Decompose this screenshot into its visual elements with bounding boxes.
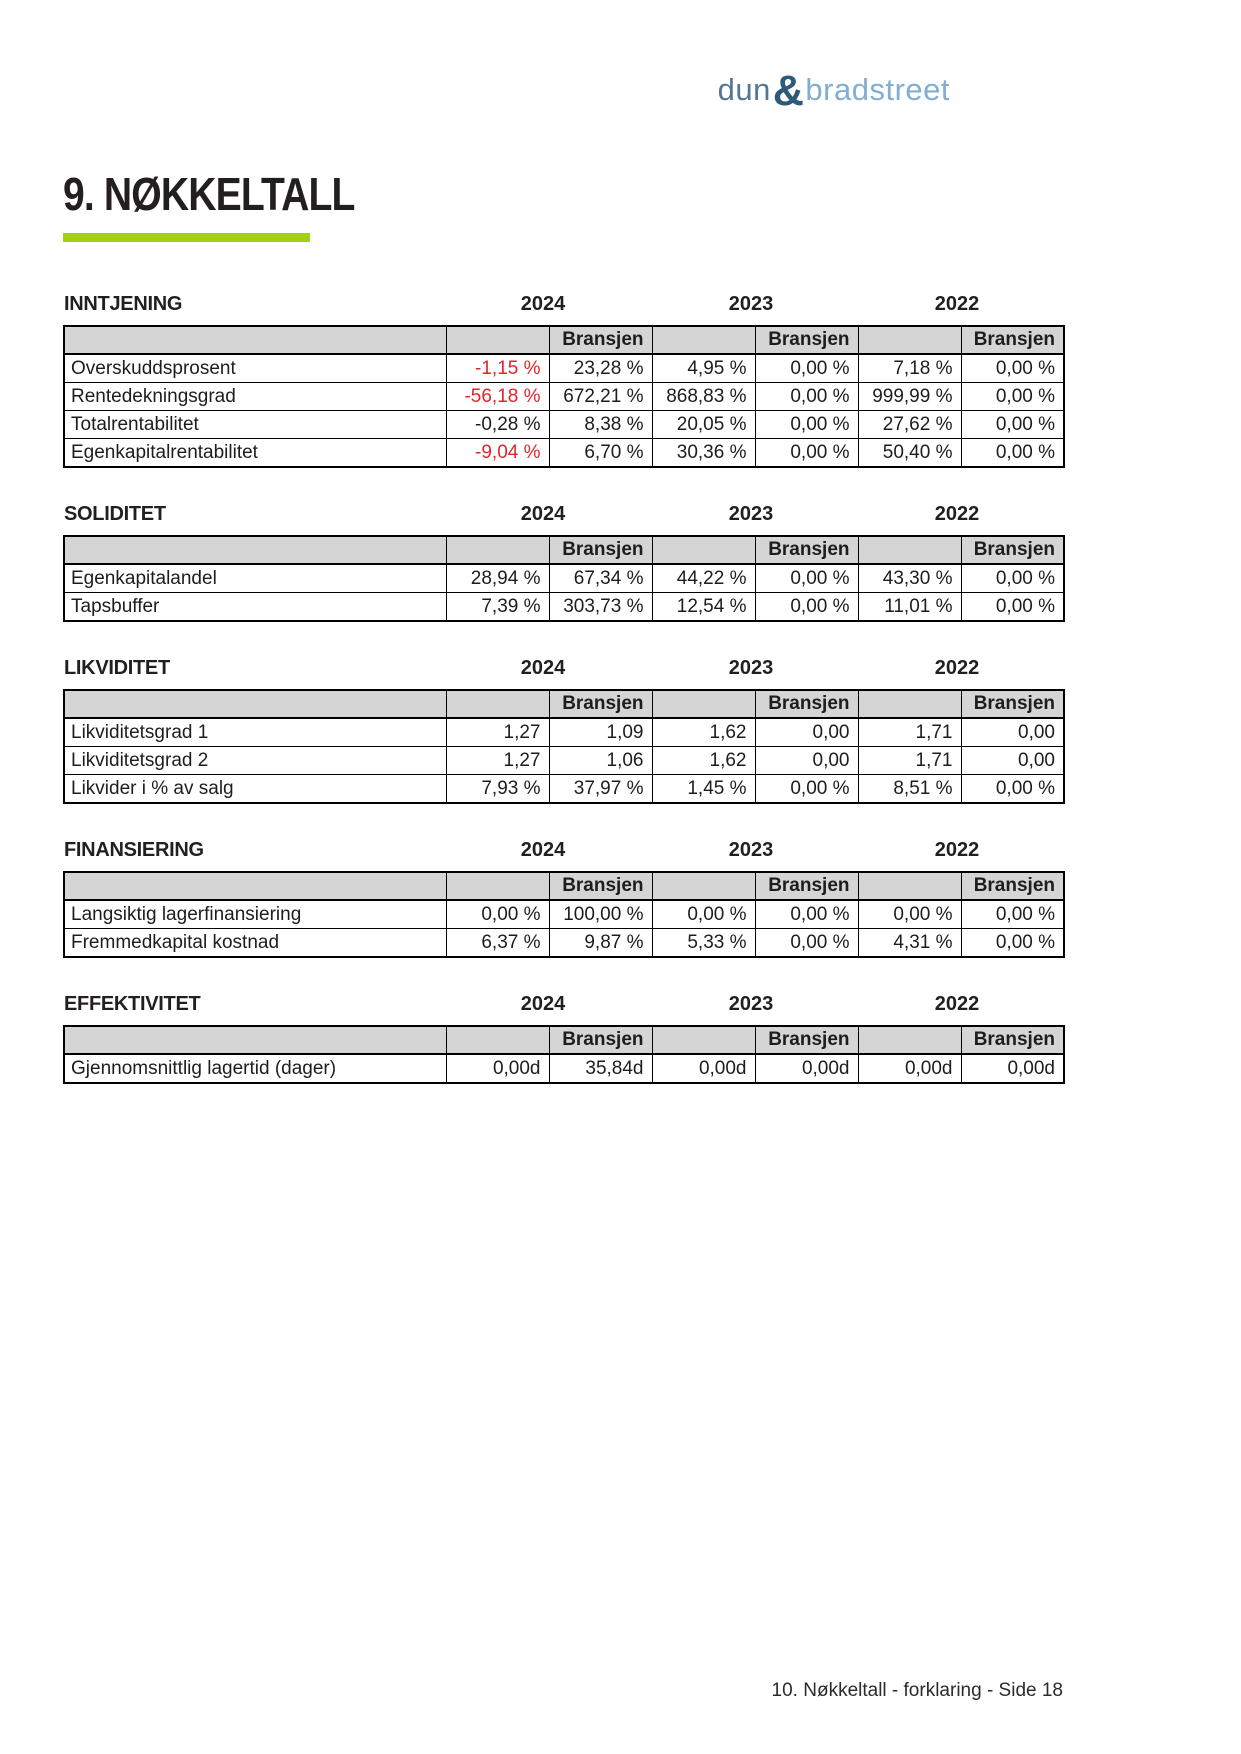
cell-value: 7,18 % — [858, 354, 961, 383]
header-empty-cell — [652, 872, 755, 900]
table-header-row — [64, 690, 1064, 718]
cell-value: 0,00d — [961, 1054, 1064, 1083]
section-header — [63, 292, 1063, 316]
row-label: Egenkapitalandel — [64, 564, 446, 593]
section-header — [63, 838, 1063, 862]
cell-value: 0,00d — [652, 1054, 755, 1083]
cell-value: 0,00 % — [755, 775, 858, 804]
cell-value: 0,00 % — [961, 929, 1064, 958]
report-section — [63, 838, 1063, 958]
table-header-row — [64, 872, 1064, 900]
report-section — [63, 656, 1063, 804]
cell-value: 0,00 % — [961, 593, 1064, 622]
cell-value: 868,83 % — [652, 383, 755, 411]
cell-value: 1,09 — [549, 718, 652, 747]
header-empty-cell — [652, 326, 755, 354]
cell-value: 23,28 % — [549, 354, 652, 383]
row-label: Likviditetsgrad 1 — [64, 718, 446, 747]
header-empty-cell — [446, 690, 549, 718]
cell-value: 0,00 % — [652, 900, 755, 929]
header-empty-cell — [446, 326, 549, 354]
table-header-row — [64, 536, 1064, 564]
header-empty-cell — [64, 872, 446, 900]
cell-value: 9,87 % — [549, 929, 652, 958]
table-row — [64, 718, 1064, 747]
section-header — [63, 502, 1063, 526]
cell-value: 6,37 % — [446, 929, 549, 958]
kpi-table — [63, 689, 1065, 804]
year-header: 2022 — [934, 657, 980, 679]
cell-value: 672,21 % — [549, 383, 652, 411]
row-label: Gjennomsnittlig lagertid (dager) — [64, 1054, 446, 1083]
section-title: LIKVIDITET — [64, 657, 170, 679]
cell-value: 4,95 % — [652, 354, 755, 383]
section-header — [63, 992, 1063, 1016]
kpi-table — [63, 871, 1065, 958]
section-title: SOLIDITET — [64, 503, 166, 525]
cell-value: 11,01 % — [858, 593, 961, 622]
cell-value: 0,00 % — [755, 564, 858, 593]
cell-value: 43,30 % — [858, 564, 961, 593]
header-empty-cell — [858, 872, 961, 900]
report-section — [63, 292, 1063, 468]
table-row — [64, 900, 1064, 929]
year-header: 2023 — [728, 657, 774, 679]
cell-value: 0,00 — [755, 747, 858, 775]
year-header: 2023 — [728, 993, 774, 1015]
logo-text-bradstreet: bradstreet — [805, 72, 950, 107]
row-label: Tapsbuffer — [64, 593, 446, 622]
cell-value: 0,00 — [755, 718, 858, 747]
cell-value: 1,27 — [446, 747, 549, 775]
cell-value: 1,45 % — [652, 775, 755, 804]
cell-value: 0,00d — [446, 1054, 549, 1083]
report-section — [63, 992, 1063, 1084]
cell-value: 7,39 % — [446, 593, 549, 622]
sections-container — [63, 292, 1063, 1084]
cell-value: 999,99 % — [858, 383, 961, 411]
table-row — [64, 775, 1064, 804]
year-header: 2022 — [934, 293, 980, 315]
year-header: 2022 — [934, 839, 980, 861]
cell-value: 0,00 % — [755, 900, 858, 929]
bransjen-header: Bransjen — [755, 1026, 858, 1054]
cell-value: 0,00 % — [755, 593, 858, 622]
row-label: Likviditetsgrad 2 — [64, 747, 446, 775]
header-empty-cell — [446, 536, 549, 564]
year-header: 2022 — [934, 503, 980, 525]
year-header: 2022 — [934, 993, 980, 1015]
row-label: Langsiktig lagerfinansiering — [64, 900, 446, 929]
bransjen-header: Bransjen — [755, 536, 858, 564]
year-header: 2023 — [728, 503, 774, 525]
cell-value: 5,33 % — [652, 929, 755, 958]
year-header: 2024 — [520, 657, 566, 679]
cell-value: 1,62 — [652, 718, 755, 747]
cell-value: -56,18 % — [446, 383, 549, 411]
cell-value: 0,00 % — [755, 439, 858, 468]
cell-value: 0,00d — [755, 1054, 858, 1083]
row-label: Totalrentabilitet — [64, 411, 446, 439]
table-row — [64, 439, 1064, 468]
bransjen-header: Bransjen — [549, 872, 652, 900]
cell-value: 1,06 — [549, 747, 652, 775]
table-row — [64, 929, 1064, 958]
cell-value: 8,51 % — [858, 775, 961, 804]
row-label: Fremmedkapital kostnad — [64, 929, 446, 958]
kpi-table — [63, 1025, 1065, 1084]
cell-value: 0,00 % — [755, 411, 858, 439]
cell-value: 0,00 % — [755, 929, 858, 958]
cell-value: 4,31 % — [858, 929, 961, 958]
cell-value: 0,00 % — [961, 900, 1064, 929]
header-empty-cell — [64, 690, 446, 718]
row-label: Overskuddsprosent — [64, 354, 446, 383]
cell-value: 0,00 % — [961, 411, 1064, 439]
row-label: Likvider i % av salg — [64, 775, 446, 804]
cell-value: 1,62 — [652, 747, 755, 775]
table-row — [64, 354, 1064, 383]
table-row — [64, 383, 1064, 411]
cell-value: 100,00 % — [549, 900, 652, 929]
kpi-table — [63, 325, 1065, 468]
header-empty-cell — [652, 690, 755, 718]
cell-value: -1,15 % — [446, 354, 549, 383]
cell-value: 0,00 % — [961, 383, 1064, 411]
cell-value: 0,00 % — [446, 900, 549, 929]
cell-value: 1,71 — [858, 747, 961, 775]
year-header: 2023 — [728, 293, 774, 315]
cell-value: 20,05 % — [652, 411, 755, 439]
logo-text-dun: dun — [717, 72, 771, 107]
cell-value: 0,00 — [961, 718, 1064, 747]
header-empty-cell — [858, 690, 961, 718]
cell-value: 1,71 — [858, 718, 961, 747]
cell-value: 0,00 — [961, 747, 1064, 775]
header-empty-cell — [64, 326, 446, 354]
section-title: EFFEKTIVITET — [64, 993, 201, 1015]
cell-value: 1,27 — [446, 718, 549, 747]
cell-value: 35,84d — [549, 1054, 652, 1083]
header-empty-cell — [64, 536, 446, 564]
year-header: 2024 — [520, 993, 566, 1015]
year-header: 2024 — [520, 503, 566, 525]
bransjen-header: Bransjen — [755, 326, 858, 354]
bransjen-header: Bransjen — [961, 536, 1064, 564]
header-empty-cell — [652, 1026, 755, 1054]
page-content — [63, 0, 1063, 1084]
header-empty-cell — [446, 1026, 549, 1054]
cell-value: 0,00 % — [961, 439, 1064, 468]
header-empty-cell — [858, 326, 961, 354]
header-empty-cell — [858, 1026, 961, 1054]
page-footer: 10. Nøkkeltall - forklaring - Side 18 — [771, 1680, 1063, 1701]
cell-value: 0,00 % — [961, 775, 1064, 804]
table-row — [64, 1054, 1064, 1083]
header-empty-cell — [652, 536, 755, 564]
row-label: Egenkapitalrentabilitet — [64, 439, 446, 468]
section-title: FINANSIERING — [64, 839, 204, 861]
bransjen-header: Bransjen — [549, 536, 652, 564]
cell-value: 0,00d — [858, 1054, 961, 1083]
table-row — [64, 564, 1064, 593]
cell-value: 303,73 % — [549, 593, 652, 622]
bransjen-header: Bransjen — [549, 326, 652, 354]
cell-value: 0,00 % — [961, 564, 1064, 593]
cell-value: 0,00 % — [858, 900, 961, 929]
header-empty-cell — [446, 872, 549, 900]
bransjen-header: Bransjen — [961, 690, 1064, 718]
cell-value: 50,40 % — [858, 439, 961, 468]
table-header-row — [64, 1026, 1064, 1054]
cell-value: 8,38 % — [549, 411, 652, 439]
table-header-row — [64, 326, 1064, 354]
cell-value: 7,93 % — [446, 775, 549, 804]
cell-value: 27,62 % — [858, 411, 961, 439]
bransjen-header: Bransjen — [961, 326, 1064, 354]
year-header: 2024 — [520, 839, 566, 861]
cell-value: 12,54 % — [652, 593, 755, 622]
logo-ampersand-icon: & — [772, 67, 805, 115]
bransjen-header: Bransjen — [961, 1026, 1064, 1054]
cell-value: 0,00 % — [961, 354, 1064, 383]
cell-value: 0,00 % — [755, 383, 858, 411]
section-header — [63, 656, 1063, 680]
header-empty-cell — [64, 1026, 446, 1054]
cell-value: 37,97 % — [549, 775, 652, 804]
cell-value: 30,36 % — [652, 439, 755, 468]
report-section — [63, 502, 1063, 622]
year-header: 2023 — [728, 839, 774, 861]
bransjen-header: Bransjen — [961, 872, 1064, 900]
cell-value: 28,94 % — [446, 564, 549, 593]
title-accent-bar — [63, 233, 310, 242]
cell-value: 67,34 % — [549, 564, 652, 593]
table-row — [64, 747, 1064, 775]
cell-value: 6,70 % — [549, 439, 652, 468]
bransjen-header: Bransjen — [549, 1026, 652, 1054]
bransjen-header: Bransjen — [755, 690, 858, 718]
bransjen-header: Bransjen — [755, 872, 858, 900]
cell-value: 44,22 % — [652, 564, 755, 593]
table-row — [64, 411, 1064, 439]
section-title: INNTJENING — [64, 293, 183, 315]
table-row — [64, 593, 1064, 622]
cell-value: -0,28 % — [446, 411, 549, 439]
cell-value: 0,00 % — [755, 354, 858, 383]
header-empty-cell — [858, 536, 961, 564]
kpi-table — [63, 535, 1065, 622]
cell-value: -9,04 % — [446, 439, 549, 468]
page-title: 9. NØKKELTALL — [63, 168, 355, 220]
row-label: Rentedekningsgrad — [64, 383, 446, 411]
year-header: 2024 — [520, 293, 566, 315]
bransjen-header: Bransjen — [549, 690, 652, 718]
